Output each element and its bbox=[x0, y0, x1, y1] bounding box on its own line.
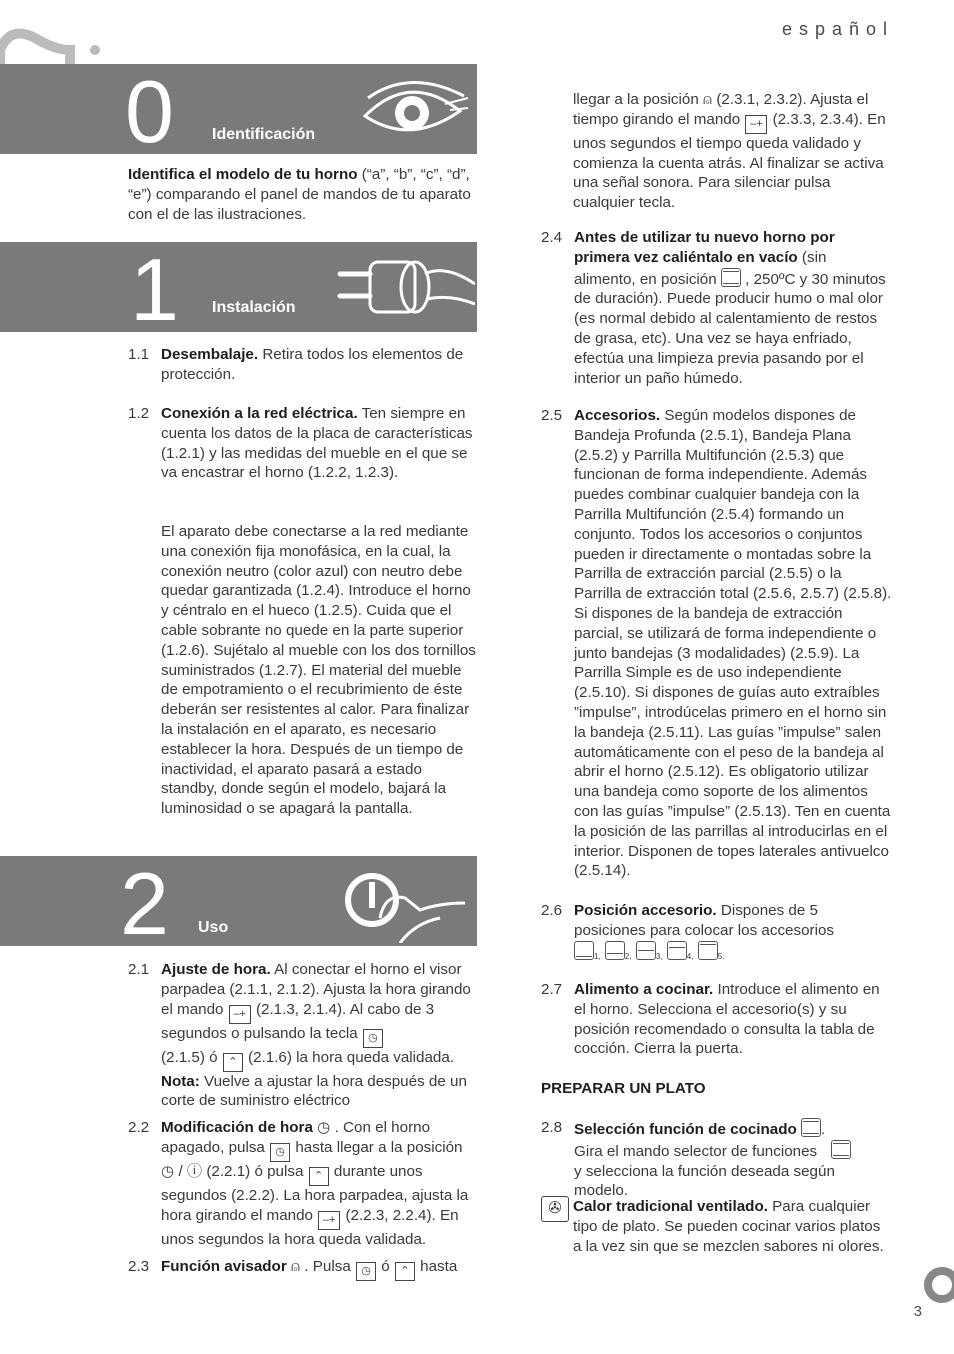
section-title: Identificación bbox=[212, 126, 316, 143]
item-number: 1.1 bbox=[128, 346, 150, 363]
bell-icon: ⍝ bbox=[290, 1258, 301, 1275]
item-text: . Pulsa bbox=[300, 1258, 351, 1275]
item-title: Posición accesorio. bbox=[574, 902, 717, 919]
rack-position-5-icon bbox=[698, 941, 718, 960]
eye-icon bbox=[360, 76, 470, 142]
decor-circle-shape bbox=[920, 1265, 954, 1305]
item-text: Gira el mando selector de funciones bbox=[574, 1142, 818, 1160]
chevron-up-key-icon: ⌃ bbox=[309, 1167, 329, 1186]
decor-logo-shape bbox=[0, 20, 110, 70]
item-number: 2.6 bbox=[541, 902, 563, 919]
item-text: (sin alimento, en posición bbox=[574, 248, 827, 288]
language-label: español bbox=[781, 19, 894, 39]
intro-rest: (“a”, “b”, “c”, “d”, “e”) comparando el panel de mandos de tu aparato con el de las ilustraciones. bbox=[128, 166, 471, 223]
clock-key-icon: ◷ bbox=[270, 1143, 290, 1162]
conventional-heat-icon bbox=[721, 268, 741, 287]
clock-icon: ◷ bbox=[317, 1119, 331, 1136]
item-title: Desembalaje. bbox=[161, 346, 259, 363]
item-text: , 250ºC y 30 minutos de duración). Puede producir humo o mal olor (es normal debido al calentamiento de restos de grasa, etc). Una vez se haya enfriado, efectúa una limpieza previa pasando por el interior un paño húmedo. bbox=[574, 270, 886, 387]
chevron-up-key-icon: ⌃ bbox=[395, 1262, 415, 1281]
note-label: Nota: bbox=[161, 1072, 200, 1090]
item-number: 2.3 bbox=[128, 1258, 150, 1275]
position-label: 4 bbox=[686, 951, 692, 961]
item-text: (2.1.5) ó bbox=[161, 1048, 218, 1066]
section-number: 1 bbox=[130, 240, 179, 339]
item-number: 2.4 bbox=[541, 229, 563, 246]
section-number: 2 bbox=[120, 854, 169, 953]
item-text: Ten siempre en cuenta los datos de la placa de características (1.2.1) y las medidas del mueble en el que se va encastrar el horno (1.2.2, 1.2.3). bbox=[161, 405, 473, 482]
item-text: hasta llegar a la posición bbox=[291, 1138, 463, 1156]
item-title: Alimento a cocinar. bbox=[574, 981, 714, 998]
item-title: Conexión a la red eléctrica. bbox=[161, 405, 358, 422]
prepare-dish-heading: PREPARAR UN PLATO bbox=[541, 1080, 706, 1097]
position-label: 5 bbox=[717, 951, 723, 961]
clock-key-icon: ◷ bbox=[356, 1262, 376, 1281]
item-text: (2.1.3, 2.1.4). Al cabo de 3 segundos o pulsando la tecla bbox=[161, 1000, 435, 1042]
page-number: 3 bbox=[913, 1303, 922, 1320]
rack-position-1-icon bbox=[574, 941, 594, 960]
item-text: Para cualquier tipo de plato. Se pueden cocinar varios platos a la vez sin que se mezclen sabores ni olores. bbox=[573, 1198, 884, 1255]
item-number: 2.7 bbox=[541, 981, 563, 998]
item-text: llegar a la posición bbox=[573, 91, 699, 108]
item-text: Según modelos dispones de Bandeja Profunda (2.5.1), Bandeja Plana (2.5.2) y Parrilla Multifunción (2.5.3) que funcionan de forma independiente. Además puedes combinar cualquier bandeja con la Parrilla Multifunción (2.5.4) formando un conjunto. Todos los accesorios o conjuntos pueden ir directamente o montadas sobre la Parrilla de extracción parcial (2.5.5) o la Parrilla de extracción total (2.5.6, 2.5.7) (2.5.8). Si dispones de la bandeja de extracción parcial, se utilizará de forma independiente o junto bandejas (3 modalidades) (2.5.9). La Parrilla Simple es de uso independiente (2.5.10). Si dispones de guías auto extraíbles ”impulse”, introdúcelas primero en el horno sin la bandeja (2.5.11). Las guías ”impulse” salen automáticamente con el peso de la bandeja al abrir el horno (2.5.12). Es obligatorio utilizar una bandeja como soporte de los alimentos con las guías ”impulse” (2.5.13). Ten en cuenta la posición de las parrillas al introducirlas en el interior. Disponen de topes laterales antivuelco (2.5.14). bbox=[574, 407, 892, 880]
item-text: (2.3.1, 2.3.2). Ajusta el tiempo girando el mando bbox=[573, 91, 869, 128]
item-text: (2.2.1) ó pulsa bbox=[202, 1162, 304, 1180]
item-number: 2.8 bbox=[541, 1119, 563, 1136]
section-title: Uso bbox=[198, 919, 229, 936]
item-text: (2.1.6) la hora queda validada. bbox=[243, 1048, 455, 1066]
minus-plus-key-icon: –+ bbox=[229, 1005, 251, 1024]
item-text: (2.2.3, 2.2.4). En unos segundos la hora queda validada. bbox=[161, 1206, 459, 1248]
bell-icon: ⍝ bbox=[703, 91, 713, 108]
intro-paragraph bbox=[128, 165, 473, 224]
function-selector-icon bbox=[831, 1140, 851, 1159]
rack-position-3-icon bbox=[636, 941, 656, 960]
section-banner-uso bbox=[0, 854, 477, 953]
item-title: Calor tradicional ventilado. bbox=[573, 1198, 768, 1215]
function-selector-icon bbox=[801, 1118, 821, 1137]
item-text: y selecciona la función deseada según modelo. bbox=[574, 1162, 835, 1200]
intro-bold: Identifica el modelo de tu horno bbox=[128, 166, 358, 183]
item-number: 2.5 bbox=[541, 407, 563, 424]
item-title: Selección función de cocinado bbox=[574, 1121, 797, 1138]
minus-plus-key-icon: –+ bbox=[745, 115, 767, 134]
section-title: Instalación bbox=[212, 299, 296, 316]
calor-tradicional-ventilado bbox=[573, 1197, 891, 1256]
item-title: Antes de utilizar tu nuevo horno por primera vez caliéntalo en vacío bbox=[574, 229, 835, 266]
position-label: 3 bbox=[655, 951, 661, 961]
item-2-3-continued bbox=[573, 90, 891, 213]
item-number: 2.2 bbox=[128, 1119, 150, 1136]
minus-plus-key-icon: –+ bbox=[318, 1211, 340, 1230]
plug-icon bbox=[335, 254, 475, 324]
section-number: 0 bbox=[125, 62, 174, 161]
item-text: Vuelve a ajustar la hora después de un corte de suministro eléctrico bbox=[161, 1072, 467, 1110]
chevron-up-key-icon: ⌃ bbox=[223, 1053, 243, 1072]
item-text: Retira todos los elementos de protección. bbox=[161, 346, 464, 383]
section-banner-instalacion bbox=[0, 240, 477, 339]
rack-position-2-icon bbox=[605, 941, 625, 960]
item-paragraph-2: El aparato debe conectarse a la red mediante una conexión fija monofásica, en la cual, la conexión neutro (color azul) con neutro debe quedar garantizada (1.2.4). Introduce el horno y céntralo en el hueco (1.2.5). Cuida que el cable sobrante no quede en la parte superior (1.2.6). Sujétalo al mueble con los dos tornillos suministrados (1.2.7). El material del mueble de empotramiento o el recubrimiento de éste deberán ser resistentes al calor. Para finalizar la instalación en el aparato, es necesario establecer la hora. Después de un tiempo de inactividad, el aparato pasará a estado standby, donde según el modelo, bajará la luminosidad o se apagará la pantalla. bbox=[161, 523, 476, 818]
item-text: ó bbox=[377, 1258, 390, 1275]
item-text: hasta bbox=[415, 1258, 458, 1275]
position-label: 2 bbox=[624, 951, 630, 961]
item-title: Ajuste de hora. bbox=[161, 961, 271, 978]
item-title: Accesorios. bbox=[574, 407, 661, 424]
item-text: Dispones de 5 posiciones para colocar los accesorios bbox=[574, 902, 835, 939]
item-text: Al conectar el horno el visor parpadea (2.1.1, 2.1.2). Ajusta la hora girando el mando bbox=[161, 961, 471, 1018]
finger-press-icon bbox=[340, 868, 475, 943]
item-text: Introduce el alimento en el horno. Selecciona el accesorio(s) y su posición recomendado o consulta la tabla de cocción. Cierra la puerta. bbox=[574, 981, 880, 1058]
item-number: 2.1 bbox=[128, 961, 150, 978]
item-text: durante unos segundos (2.2.2). La hora parpadea, ajusta la hora girando el mando bbox=[161, 1162, 469, 1224]
item-title: Función avisador bbox=[161, 1258, 287, 1275]
item-text: (2.3.3, 2.3.4). En unos segundos el tiempo queda validado y comienza la cuenta atrás. Al finalizar se activa una señal sonora. Para silenciar pulsa cualquier tecla. bbox=[573, 110, 886, 212]
rack-position-4-icon bbox=[667, 941, 687, 960]
item-title: Modificación de hora bbox=[161, 1119, 313, 1136]
clock-key-icon: ◷ bbox=[363, 1029, 383, 1048]
item-text: . Con el horno apagado, pulsa bbox=[161, 1119, 431, 1156]
fan-heat-icon: ✇ bbox=[541, 1196, 569, 1222]
item-number: 1.2 bbox=[128, 405, 150, 422]
clock-info-icon: ◷ / ⓘ bbox=[161, 1162, 203, 1180]
position-label: 1 bbox=[594, 951, 599, 961]
section-banner-identificacion bbox=[0, 62, 477, 161]
